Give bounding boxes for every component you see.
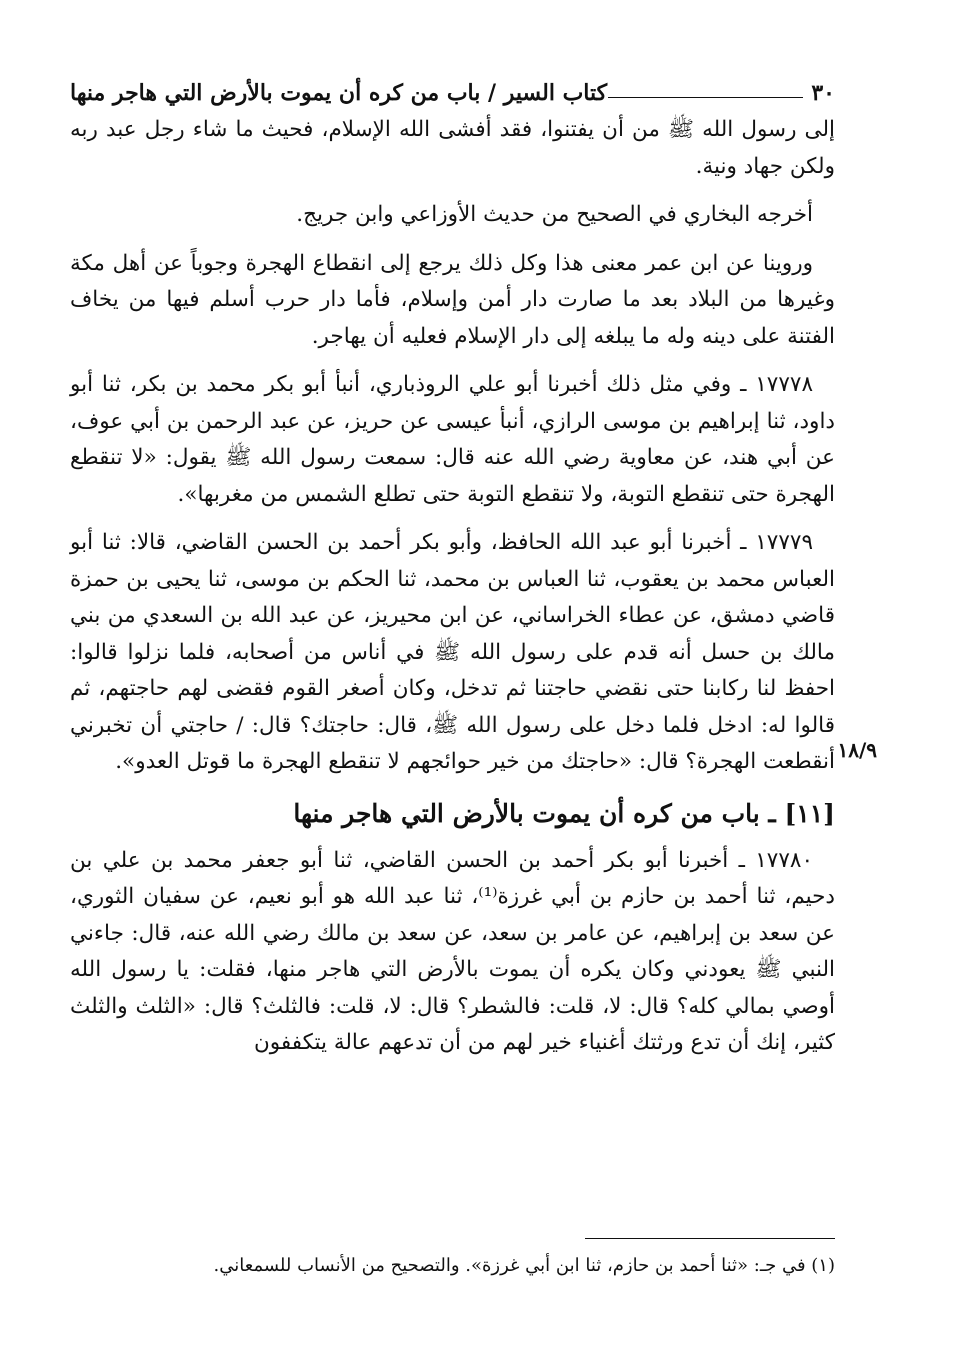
paragraph-ibn-umar: وروينا عن ابن عمر معنى هذا وكل ذلك يرجع إلى انقطاع الهجرة وجوباً عن أهل مكة وغيرها من البلاد بعد ما صارت دار أمن وإسلام، فأما دار حرب أسلم فيها من يخاف الفتنة على دينه وله ما يبلغه إلى دار الإسلام فعليه أن يهاجر. [70, 250, 835, 349]
document-page [70, 66, 877, 1346]
footnote-rule [585, 1238, 835, 1239]
paragraph-hadith-17780: ١٧٧٨٠ ـ أخبرنا أبو بكر أحمد بن الحسن القاضي، ثنا أبو جعفر محمد بن علي بن دحيم، ثنا أحمد بن حازم بن أبي غرزة⁽¹⁾، ثنا عبد الله هو أبو نعيم، عن سفيان الثوري، عن سعد بن إبراهيم، عن عامر بن سعد، عن سعد بن مالك رضي الله عنه، قال: جاءني النبي ﷺ يعودني وكان يكره أن يموت بالأرض التي هاجر منها، فقلت: يا رسول الله أوصي بمالي كله؟ قال: لا، قلت: فالشطر؟ قال: لا، قلت: فالثلث؟ قال: «الثلث والثلث كثير، إنك أن تدع ورثتك أغنياء خير لهم من أن تدعهم عالة يتكففون [70, 847, 835, 1055]
running-title: كتاب السير / باب من كره أن يموت بالأرض التي هاجر منها [70, 80, 608, 106]
paragraph-continuation: إلى رسول الله ﷺ من أن يفتنوا، فقد أفشى الله الإسلام، فحيث ما شاء رجل عبد ربه ولكن جهاد ونية. [70, 117, 835, 179]
footnote: (١) في جـ: «ثنا أحمد بن حازم، ثنا ابن أبي غرزة». والتصحيح من الأنساب للسمعاني. [213, 1255, 835, 1276]
paragraph-hadith-17779: ١٧٧٧٩ ـ أخبرنا أبو عبد الله الحافظ، وأبو بكر أحمد بن الحسن القاضي، قالا: ثنا أبو العباس محمد بن يعقوب، ثنا العباس بن محمد، ثنا الحكم بن موسى، ثنا يحيى بن حمزة قاضي دمشق، عن عطاء الخراساني، عن ابن محيريز، عن عبد الله بن السعدي من بني مالك بن حسل أنه قدم على رسول الله ﷺ في أناس من أصحابه، فلما نزلوا قالوا: احفظ لنا ركابنا حتى نقضي حاجتنا ثم تدخل، وكان أصغر القوم فقضى لهم حاجتهم، ثم قالوا له: ادخل فلما دخل على رسول الله ﷺ، قال: حاجتك؟ قال: / حاجتي أن تخبرني أنقطعت الهجرة؟ قال: «حاجتك من خير حوائجهم لا تنقطع الهجرة ما قوتل العدو». [70, 530, 835, 774]
main-text [70, 112, 877, 1062]
paragraph-takhrij: أخرجه البخاري في الصحيح من حديث الأوزاعي وابن جريج. [296, 202, 813, 227]
section-heading: [١١] ـ باب من كره أن يموت بالأرض التي هاجر منها [293, 798, 835, 828]
page-header [70, 66, 835, 106]
paragraph-hadith-17778: ١٧٧٧٨ ـ وفي مثل ذلك أخبرنا أبو علي الروذباري، أنبأ أبو بكر محمد بن بكر، ثنا أبو داود، ثنا إبراهيم بن موسى الرازي، أنبأ عيسى عن حريز، عن عبد الرحمن بن أبي عوف، عن أبي هند، عن معاوية رضي الله عنه قال: سمعت رسول الله ﷺ يقول: «لا تنقطع الهجرة حتى تنقطع التوبة، ولا تنقطع التوبة حتى تطلع الشمس من مغربها». [70, 372, 835, 507]
margin-folio-note: ١٨/٩ [837, 738, 877, 762]
header-right-group [608, 80, 835, 106]
header-rule [608, 97, 803, 98]
page-number: ٣٠ [811, 80, 835, 106]
